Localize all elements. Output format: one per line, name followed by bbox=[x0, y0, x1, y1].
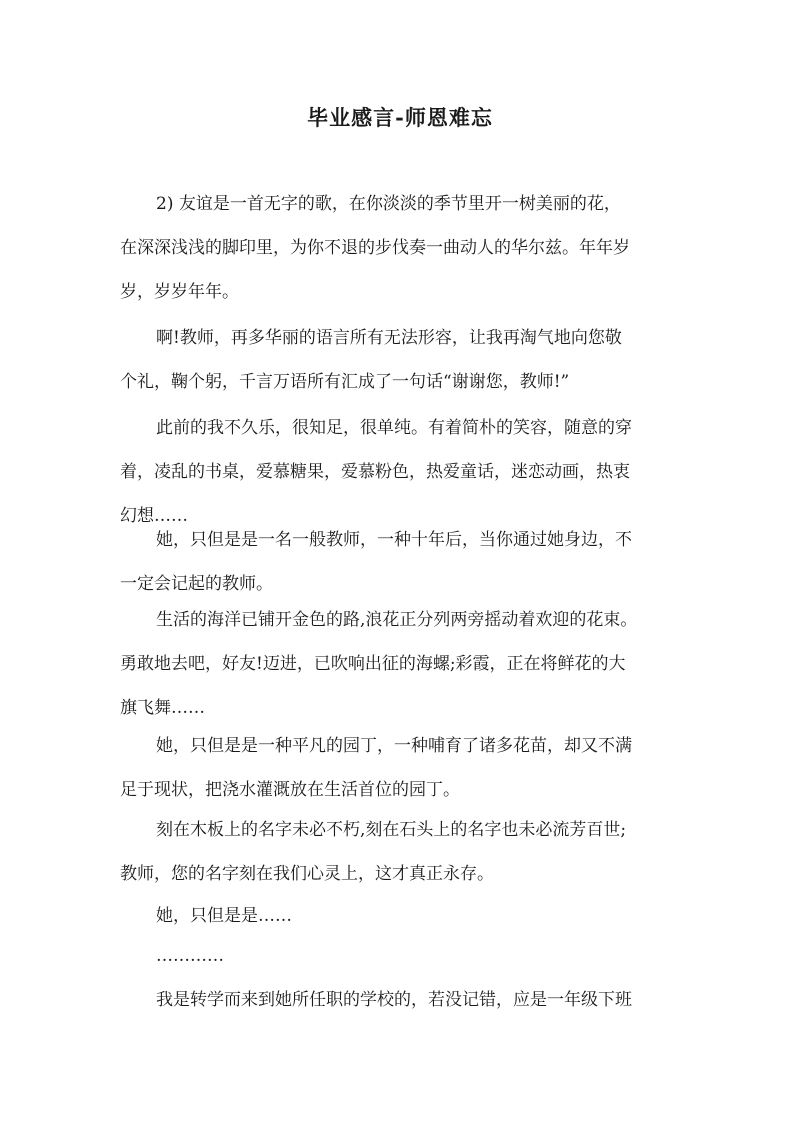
paragraph-10 bbox=[120, 978, 690, 1022]
paragraph-9 bbox=[120, 934, 690, 978]
paragraph-line: 啊!教师，再多华丽的语言所有无法形容，让我再淘气地向您敬 bbox=[156, 328, 622, 348]
paragraph-6 bbox=[120, 724, 690, 812]
paragraph-line: 足于现状，把浇水灌溉放在生活首位的园丁。 bbox=[120, 780, 460, 800]
paragraph-line: 刻在木板上的名字未必不朽,刻在石头上的名字也未必流芳百世; bbox=[156, 820, 627, 840]
paragraph-line: 她，只但是是一名一般教师，一种十年后，当你通过她身边，不 bbox=[156, 530, 632, 550]
paragraph-line: 旗飞舞…… bbox=[120, 698, 205, 718]
paragraph-line: 着，凌乱的书桌，爱慕糖果，爱慕粉色，热爱童话，迷恋动画，热衷 bbox=[120, 462, 630, 482]
paragraph-4 bbox=[120, 518, 690, 606]
paragraph-line: 2) 友谊是一首无字的歌，在你淡淡的季节里开一树美丽的花， bbox=[156, 194, 621, 214]
paragraph-line: 生活的海洋已铺开金色的路,浪花正分列两旁摇动着欢迎的花束。 bbox=[156, 610, 638, 630]
paragraph-line: 教师，您的名字刻在我们心灵上，这才真正永存。 bbox=[120, 864, 494, 884]
paragraph-1 bbox=[120, 182, 690, 314]
paragraph-line: 个礼，鞠个躬，千言万语所有汇成了一句话“谢谢您，教师!” bbox=[120, 372, 570, 392]
paragraph-line: 岁，岁岁年年。 bbox=[120, 282, 239, 302]
paragraph-5 bbox=[120, 598, 690, 730]
paragraph-8 bbox=[120, 894, 690, 938]
paragraph-line: 此前的我不久乐，很知足，很单纯。有着简朴的笑容，随意的穿 bbox=[156, 418, 632, 438]
paragraph-line: 一定会记起的教师。 bbox=[120, 574, 273, 594]
document-title: 毕业感言-师恩难忘 bbox=[307, 105, 493, 130]
paragraph-line: 她，只但是是…… bbox=[156, 906, 292, 926]
paragraph-line: ………… bbox=[156, 946, 224, 966]
paragraph-line: 我是转学而来到她所任职的学校的，若没记错，应是一年级下班 bbox=[156, 990, 632, 1010]
paragraph-line: 勇敢地去吧，好友!迈进，已吹响出征的海螺;彩霞，正在将鲜花的大 bbox=[120, 654, 626, 674]
paragraph-7 bbox=[120, 808, 690, 896]
paragraph-line: 幻想…… bbox=[120, 506, 188, 526]
paragraph-line: 在深深浅浅的脚印里，为你不退的步伐奏一曲动人的华尔兹。年年岁 bbox=[120, 238, 630, 258]
paragraph-line: 她，只但是是一种平凡的园丁，一种哺育了诸多花苗，却又不满 bbox=[156, 736, 632, 756]
paragraph-2 bbox=[120, 316, 690, 404]
